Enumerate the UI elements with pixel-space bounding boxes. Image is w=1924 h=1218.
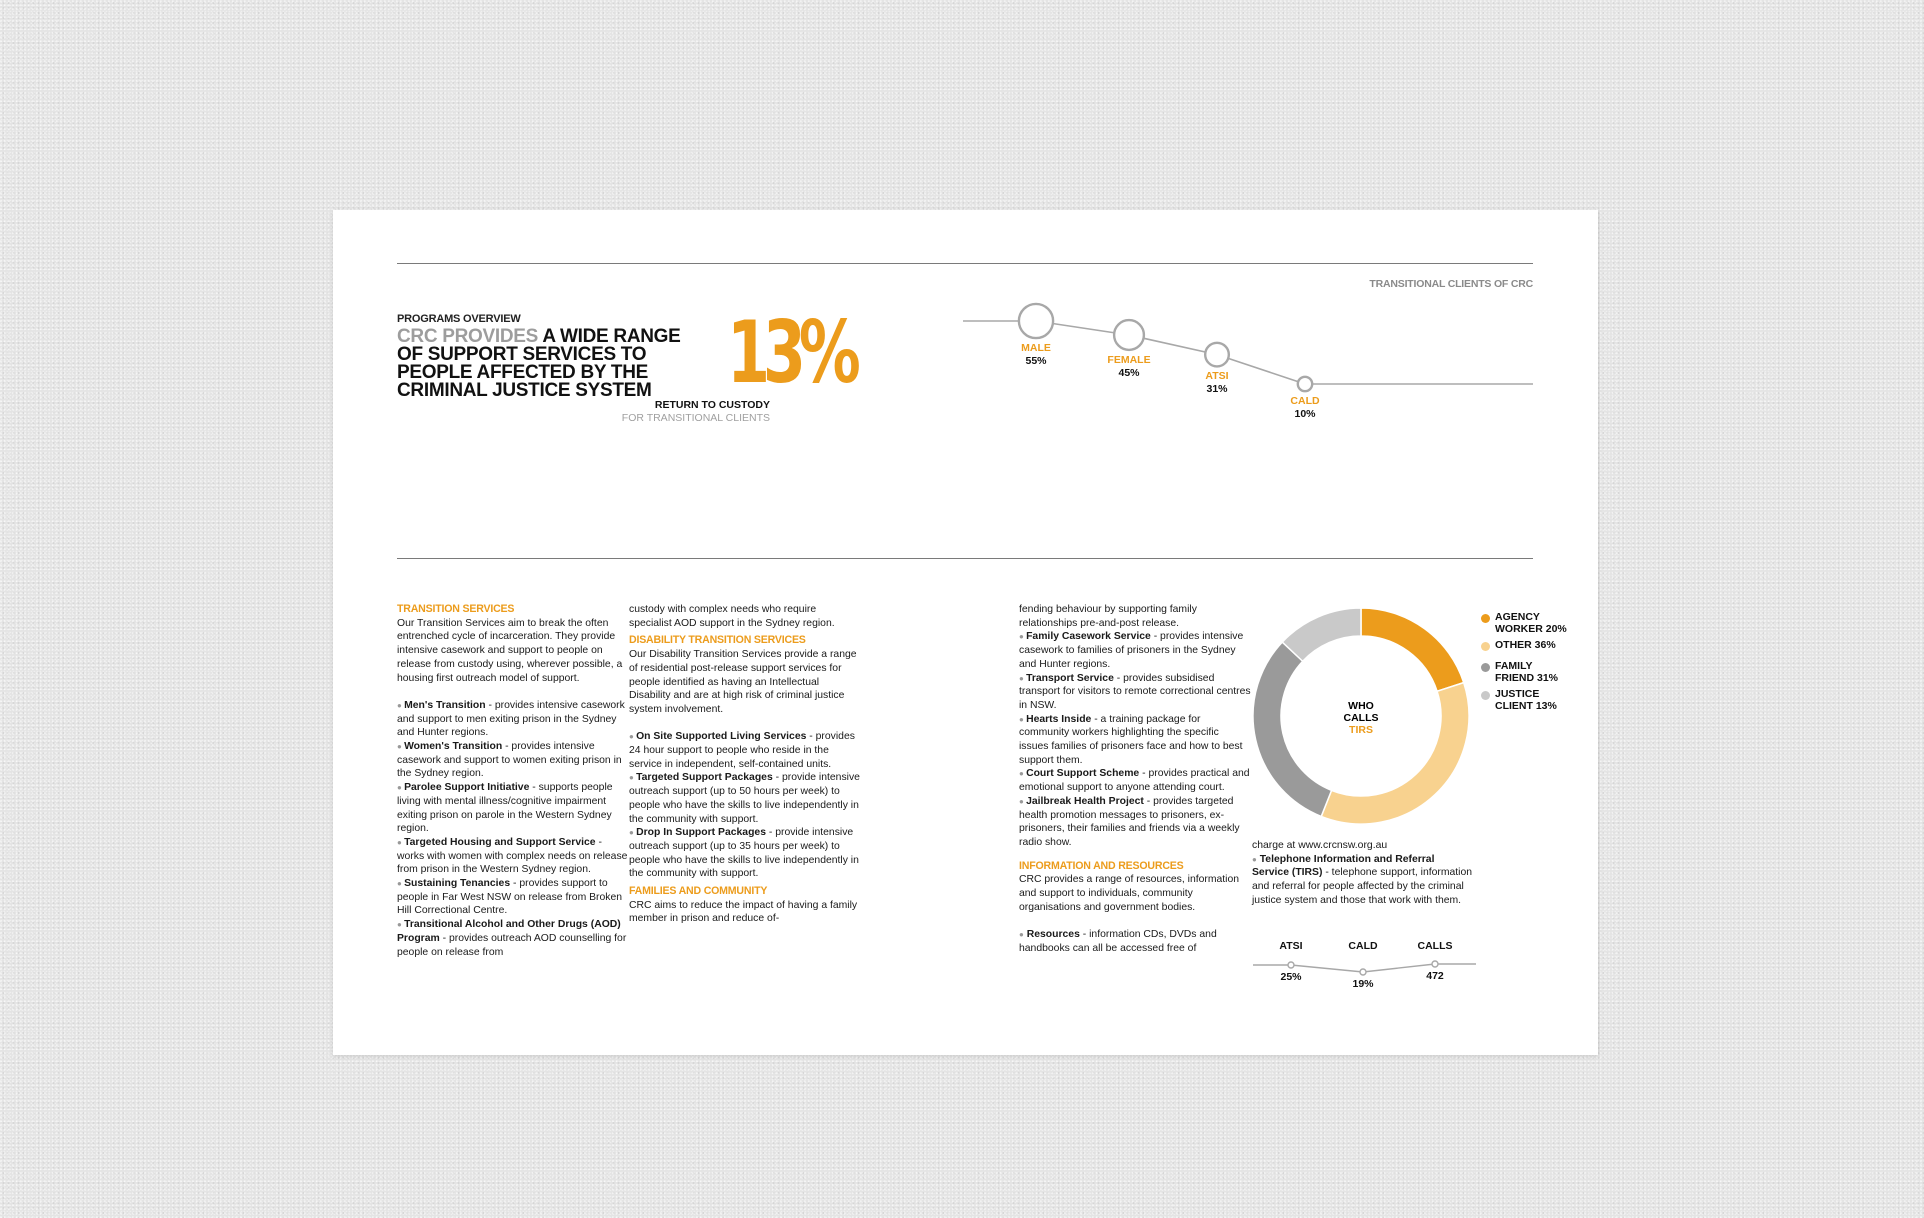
mini-point <box>1288 962 1294 968</box>
top-rule <box>397 263 1533 264</box>
heading-families-community: FAMILIES AND COMMUNITY <box>629 885 768 898</box>
list-item-text: - a training package for community workers highlighting the specific issues families of prisoners face and how to best support them. <box>1019 713 1243 766</box>
legend-item <box>1495 639 1556 651</box>
chart-point-male <box>1019 304 1053 338</box>
bullet-icon: ● <box>1019 769 1027 779</box>
legend-swatch <box>1481 691 1490 700</box>
list-item: ● Resources - information CDs, DVDs and handbooks can all be accessed free of <box>1019 929 1217 954</box>
list-item-title: Court Support Scheme <box>1026 768 1140 780</box>
list-item <box>629 826 861 881</box>
mini-point <box>1432 961 1438 967</box>
legend-label: OTHER 36% <box>1495 639 1556 651</box>
bullet-icon: ● <box>397 920 405 930</box>
column-tirs <box>1252 839 1474 908</box>
list-item <box>397 699 629 740</box>
list-item <box>397 918 629 959</box>
list-item-title: Sustaining Tenancies <box>404 878 511 890</box>
column-transition-services <box>397 603 629 959</box>
legend-label: FRIEND 31% <box>1495 672 1559 684</box>
families-intro: CRC aims to reduce the impact of having a family member in prison and reduce of- <box>629 899 858 925</box>
chart-point-atsi <box>1205 343 1229 367</box>
list-item <box>397 740 629 781</box>
chart-category-label: FEMALE <box>1107 353 1151 366</box>
list-item-text: - provides 24 hour support to people who reside in the service in independent, self-contained units. <box>629 731 855 770</box>
bullet-icon: ● <box>397 700 405 710</box>
list-item <box>1019 795 1251 850</box>
heading-disability-transition: DISABILITY TRANSITION SERVICES <box>629 634 806 647</box>
headline-highlight: CRC PROVIDES <box>397 326 539 347</box>
list-item: ● Telephone Information and Referral Service (TIRS) - telephone support, information and referral for people affected by the criminal justice system and those that work with them. <box>1252 853 1473 906</box>
legend-swatch <box>1481 663 1490 672</box>
donut-slice-justice-client <box>1282 608 1361 661</box>
list-item-text: - provides targeted health promotion messages to prisoners, ex-prisoners, their families and friends via a weekly radio show. <box>1019 795 1240 848</box>
list-item <box>397 836 629 877</box>
col3-continuation: fending behaviour by supporting family relationships pre-and-post release. <box>1019 604 1197 629</box>
list-item-title: Targeted Housing and Support Service <box>404 836 596 848</box>
list-item-text: - provides intensive casework and support to women exiting prison in the Sydney region. <box>397 741 622 780</box>
list-item-title: Transport Service <box>1026 672 1114 684</box>
list-item <box>629 771 861 826</box>
mini-value-label: 19% <box>1352 978 1374 990</box>
mini-point <box>1360 969 1366 975</box>
legend-label: FAMILY <box>1495 660 1533 672</box>
legend-label: WORKER 20% <box>1495 623 1567 635</box>
disability-intro: Our Disability Transition Services provide a range of residential post-release support services for people identified as having an Intellectual Disability and are at high risk of criminal justice system involvement. <box>629 649 857 715</box>
list-item <box>1019 672 1251 713</box>
list-item-title: Women's Transition <box>404 741 503 753</box>
list-item-text: - supports people living with mental illness/cognitive impairment exiting prison on parole in the Western Sydney region. <box>397 782 613 835</box>
list-item <box>397 877 629 918</box>
heading-transition-services: TRANSITION SERVICES <box>397 603 515 615</box>
legend-item <box>1495 660 1558 684</box>
legend-label: CLIENT 13% <box>1495 700 1557 712</box>
bullet-icon: ● <box>629 828 637 838</box>
mini-category-label: CALLS <box>1417 940 1453 952</box>
col4-continuation: charge at www.crcnsw.org.au <box>1252 840 1388 851</box>
chart-value-label: 45% <box>1118 366 1140 379</box>
middle-rule <box>397 558 1533 559</box>
page-headline <box>397 328 697 400</box>
list-item-title: Family Casework Service <box>1026 631 1151 643</box>
bullet-icon: ● <box>629 732 637 742</box>
list-item-text: - provides intensive casework and support to men exiting prison in the Sydney and Hunter regions. <box>397 699 625 739</box>
list-item-text: - provides intensive casework to families of prisoners in the Sydney and Hunter regions. <box>1019 631 1244 670</box>
chart-series-line <box>1036 321 1305 384</box>
bullet-icon: ● <box>397 837 405 847</box>
chart-category-label: MALE <box>1021 342 1051 355</box>
legend-swatch <box>1481 642 1490 651</box>
list-item-text: - provide intensive outreach support (up to 35 hours per week) to people who have the skills to live independently in the community with support. <box>629 827 859 880</box>
bullet-icon: ● <box>629 773 637 783</box>
list-item-text: - provides outreach AOD counselling for people on release from <box>397 932 627 958</box>
donut-center-label <box>1313 700 1409 736</box>
column-families-info <box>1019 603 1251 956</box>
mini-value-label: 25% <box>1280 971 1302 983</box>
bullet-icon: ● <box>1019 673 1027 683</box>
list-item-title: Men's Transition <box>404 699 486 711</box>
return-to-custody-stat: 13% <box>727 303 854 403</box>
transition-services-intro: Our Transition Services aim to break the often entrenched cycle of incarceration. They provide intensive casework and support to people on release from custody using, wherever possible, a housing first outreach model of support. <box>397 617 623 684</box>
list-item-text: - provides subsidised transport for visitors to remote correctional centres in NSW. <box>1019 672 1251 711</box>
legend-item <box>1495 688 1557 712</box>
list-item-title: Jailbreak Health Project <box>1026 795 1144 807</box>
information-intro: CRC provides a range of resources, information and support to individuals, community organisations and government bodies. <box>1019 874 1240 913</box>
bullet-icon: ● <box>1019 714 1027 724</box>
bullet-icon: ● <box>397 783 405 793</box>
chart-value-label: 31% <box>1206 383 1228 396</box>
list-item <box>397 781 629 836</box>
list-item-title: Hearts Inside <box>1026 713 1092 725</box>
list-item-text: - provide intensive outreach support (up to 50 hours per week) to people who have the skills to live independently in the community with support. <box>629 772 860 825</box>
chart-category-label: ATSI <box>1205 370 1229 383</box>
legend-swatch <box>1481 614 1490 623</box>
legend-item <box>1495 611 1567 635</box>
chart-value-label: 10% <box>1294 408 1316 421</box>
stat-label: RETURN TO CUSTODY <box>654 399 770 411</box>
donut-label-line3: TIRS <box>1349 724 1373 736</box>
list-item-title: Targeted Support Packages <box>636 772 773 784</box>
list-item-title: Parolee Support Initiative <box>404 782 530 794</box>
list-item-text: - works with women with complex needs on release from prison in the Western Sydney region. <box>397 836 628 876</box>
donut-label-line1: WHO <box>1348 700 1374 712</box>
chart-point-cald <box>1298 377 1312 391</box>
mini-value-label: 472 <box>1426 970 1444 982</box>
chart-category-label: CALD <box>1290 395 1320 408</box>
donut-slice-agency-worker <box>1361 608 1464 691</box>
bullet-icon: ● <box>397 742 405 752</box>
brochure-spread <box>333 210 1598 1055</box>
donut-label-line2: CALLS <box>1343 712 1379 724</box>
bullet-icon: ● <box>1019 632 1027 642</box>
heading-information-resources: INFORMATION AND RESOURCES <box>1019 859 1184 872</box>
bullet-icon: ● <box>1019 796 1027 806</box>
list-item <box>1019 630 1251 671</box>
chart-point-female <box>1114 320 1144 350</box>
mini-category-label: CALD <box>1348 940 1378 952</box>
list-item <box>1019 767 1251 794</box>
list-item-title: On Site Supported Living Services <box>636 731 807 743</box>
list-item-text: - provides support to people in Far West NSW on release from Broken Hill Correctional Centre. <box>397 878 623 917</box>
chart-title: TRANSITIONAL CLIENTS OF CRC <box>1369 278 1533 290</box>
list-item <box>629 730 861 771</box>
bullet-icon: ● <box>397 879 405 889</box>
legend-label: AGENCY <box>1495 611 1540 623</box>
list-item-title: Drop In Support Packages <box>636 827 766 839</box>
list-item <box>1019 713 1251 768</box>
mini-category-label: ATSI <box>1279 940 1303 952</box>
list-item-text: - provides practical and emotional support to anyone attending court. <box>1019 768 1250 794</box>
legend-label: JUSTICE <box>1495 688 1540 700</box>
section-eyebrow: PROGRAMS OVERVIEW <box>397 313 521 325</box>
list-item-title: Transitional Alcohol and Other Drugs (AOD) Program <box>397 919 621 944</box>
chart-value-label: 55% <box>1025 355 1047 368</box>
headline-rest: A WIDE RANGE OF SUPPORT SERVICES TO PEOPLE AFFECTED BY THE CRIMINAL JUSTICE SYSTEM <box>397 326 681 401</box>
column-disability-services <box>629 603 861 940</box>
col2-continuation: custody with complex needs who require specialist AOD support in the Sydney region. <box>629 604 835 629</box>
stat-sublabel: FOR TRANSITIONAL CLIENTS <box>621 412 770 424</box>
